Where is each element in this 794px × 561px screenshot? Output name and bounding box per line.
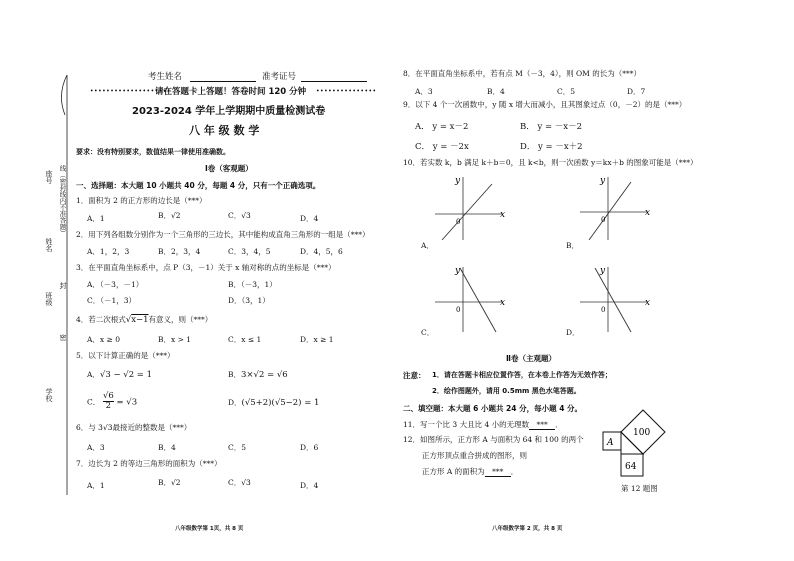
q7-stem: 7．边长为 2 的等边三角形的面积为（***） xyxy=(76,459,222,468)
note-2: 2．绘作图题外，请用 0.5mm 黑色水笔答题。 xyxy=(432,387,581,395)
graph-a-y-label: y xyxy=(455,176,461,186)
q3-option-d[interactable]: D．（3，1） xyxy=(228,296,270,305)
graph-c-x-label: x xyxy=(500,298,506,308)
q10-graph-b[interactable] xyxy=(575,172,655,242)
q11-text: 11．写一个比 3 大且比 4 小的无理数 *** ． xyxy=(403,420,563,429)
q8-option-b[interactable]: B．4 xyxy=(487,87,505,96)
section1-heading: 一、选择题：本大题 10 小题共 40 分，每题 4 分，只有一个正确选项。 xyxy=(76,181,321,190)
q4-option-c[interactable]: C．x ≤ 1 xyxy=(228,335,262,344)
graph-b-origin: 0 xyxy=(601,216,606,224)
note-label: 注意： xyxy=(403,371,426,380)
q6-option-b[interactable]: B．4 xyxy=(158,443,176,452)
q7-option-c[interactable]: C．√3 xyxy=(228,478,251,487)
q9-stem: 9．以下 4 个一次函数中，y 随 x 增大而减小，且其图象过点（0，－2）的是（***） xyxy=(403,100,687,109)
graph-c-origin: 0 xyxy=(456,306,461,314)
q12-answer-blank[interactable]: *** xyxy=(485,468,511,477)
q10-graph-a[interactable] xyxy=(430,172,510,242)
q12-line-1: 12．如图所示，正方形 A 与面积为 64 和 100 的两个 xyxy=(403,435,584,444)
section2-heading: 二、填空题：本大题 6 小题共 24 分，每小题 4 分。 xyxy=(403,404,583,413)
q10-graph-c[interactable] xyxy=(430,262,510,334)
q9-option-a[interactable]: A． y = x－2 xyxy=(415,122,469,132)
footer-right: 八年级数学第 2 页，共 8 页 xyxy=(492,526,563,532)
square-64-label: 64 xyxy=(625,462,637,472)
part2-heading: Ⅱ卷（主观题） xyxy=(506,354,556,363)
q9-option-b[interactable]: B． y = －x－2 xyxy=(520,122,582,132)
q7-option-d[interactable]: D．4 xyxy=(300,481,319,490)
q1-option-a[interactable]: A．1 xyxy=(87,214,105,223)
q8-stem: 8．在平面直角坐标系中，若有点 M（－3，4），则 OM 的长为（***） xyxy=(403,69,641,78)
seal-label-2: 密 xyxy=(59,334,67,341)
q4-option-d[interactable]: D．x ≥ 1 xyxy=(300,335,334,344)
q10-option-d[interactable]: D． xyxy=(566,328,580,337)
seal-label-1: 封 xyxy=(59,282,67,289)
class-label: 班级 xyxy=(45,292,53,306)
square-100-label: 100 xyxy=(633,428,651,438)
q6-option-a[interactable]: A．3 xyxy=(87,443,105,452)
q6-option-d[interactable]: D．6 xyxy=(300,443,319,452)
q2-option-c[interactable]: C．3，4，5 xyxy=(228,247,271,256)
notice-dots-right: ••••••••••••••• xyxy=(316,88,377,95)
q8-option-c[interactable]: C．5 xyxy=(557,87,576,96)
footer-left: 八年级数学第 1页，共 8 页 xyxy=(175,526,244,532)
exam-subject: 八 年 级 数 学 xyxy=(189,124,260,137)
exam-title: 2023-2024 学年上学期期中质量检测试卷 xyxy=(132,106,326,117)
q4-option-b[interactable]: B．x > 1 xyxy=(158,335,192,344)
graph-d-y-label: y xyxy=(600,266,606,276)
binding-line xyxy=(55,75,75,495)
q11-answer-blank[interactable]: *** xyxy=(529,421,555,430)
graph-b-y-label: y xyxy=(600,176,606,186)
graph-d-x-label: x xyxy=(645,298,651,308)
q3-option-c[interactable]: C．（－1，3） xyxy=(87,296,137,305)
candidate-name-label: 考生姓名 xyxy=(148,72,183,82)
graph-b-x-label: x xyxy=(645,208,651,218)
q10-stem: 10．若实数 k，b 满足 k＋b＝0，且 k<b，则一次函数 y＝kx＋b 的图象可能是（***） xyxy=(403,158,698,167)
no-answer-note: 线（密封线内不准答题） xyxy=(58,165,67,237)
q4-stem: 4．若二次根式√x−1有意义，则（***） xyxy=(76,315,213,325)
q2-option-a[interactable]: A．1，2，3 xyxy=(87,247,130,256)
q5-option-c[interactable]: C． $\frac{√6}{2}$ = √3 xyxy=(87,391,138,412)
notice-dots-left: •••••••••••••••••••• xyxy=(90,88,171,95)
exam-requirement: 要求：没有特别要求，数值结果一律使用准确数。 xyxy=(76,148,230,156)
q10-option-b[interactable]: B． xyxy=(566,241,580,250)
q12-figure-caption: 第 12 题图 xyxy=(621,484,658,493)
q3-option-b[interactable]: B．（－3，1） xyxy=(228,280,277,289)
q1-option-d[interactable]: D．4 xyxy=(300,214,319,223)
q3-stem: 3．在平面直角坐标系中，点 P（3，－1）关于 x 轴对称的点的坐标是（***） xyxy=(76,263,336,272)
q5-option-b[interactable]: B．3×√2 = √6 xyxy=(228,370,288,380)
part1-heading: Ⅰ卷（客观题） xyxy=(205,164,253,173)
q12-line-3: 正方形 A 的面积为 *** ． xyxy=(422,467,519,476)
graph-d-origin: 0 xyxy=(601,306,606,314)
q10-option-a[interactable]: A． xyxy=(421,241,434,250)
school-label: 学校 xyxy=(45,388,53,402)
exam-notice: 请在答题卡上答题！答卷时间 120 分钟 xyxy=(155,87,307,97)
q12-line-2: 正方形顶点重合拼成的图形，则 xyxy=(422,451,527,460)
q1-option-b[interactable]: B．√2 xyxy=(158,211,181,220)
q5-option-d[interactable]: D．(√5+2)(√5−2) = 1 xyxy=(228,398,320,408)
graph-a-origin: 0 xyxy=(456,218,461,226)
q2-option-b[interactable]: B．2，3，4 xyxy=(158,247,201,256)
q3-option-a[interactable]: A．（－3，－1） xyxy=(87,280,144,289)
q4-option-a[interactable]: A．x ≥ 0 xyxy=(87,335,120,344)
q10-option-c[interactable]: C． xyxy=(421,328,435,337)
q9-option-d[interactable]: D． y = －x＋2 xyxy=(520,142,583,152)
q8-option-d[interactable]: D．7 xyxy=(627,87,646,96)
q1-option-c[interactable]: C．√3 xyxy=(228,211,251,220)
candidate-name-field[interactable] xyxy=(190,80,256,82)
q5-stem: 5．以下计算正确的是（***） xyxy=(76,351,175,360)
q7-option-b[interactable]: B．√2 xyxy=(158,478,181,487)
q12-figure xyxy=(595,402,685,482)
q5-option-a[interactable]: A．√3 − √2 = 1 xyxy=(87,370,153,380)
q6-stem: 6．与 3√3最接近的整数是（***） xyxy=(76,423,192,432)
q2-option-d[interactable]: D．4，5，6 xyxy=(300,247,343,256)
q6-option-c[interactable]: C．5 xyxy=(228,443,247,452)
q9-option-c[interactable]: C． y = －2x xyxy=(415,142,469,152)
q2-stem: 2．用下列各组数分别作为一个三角形的三边长，其中能构成直角三角形的一组是（***） xyxy=(76,230,370,239)
square-a-label: A xyxy=(607,438,614,448)
q10-graph-d[interactable] xyxy=(575,262,655,334)
seat-label: 座号 xyxy=(45,170,53,184)
q8-option-a[interactable]: A．3 xyxy=(415,87,433,96)
graph-a-x-label: x xyxy=(500,210,506,220)
graph-c-y-label: y xyxy=(455,266,461,276)
exam-no-label: 准考证号 xyxy=(262,72,297,82)
name-label: 姓名 xyxy=(45,238,53,252)
exam-no-field[interactable] xyxy=(301,80,367,82)
note-1: 1．请在答题卡相应位置作答，在本卷上作答为无效作答； xyxy=(432,371,612,379)
q1-stem: 1．面积为 2 的正方形的边长是（***） xyxy=(76,196,207,205)
q7-option-a[interactable]: A．1 xyxy=(87,481,105,490)
